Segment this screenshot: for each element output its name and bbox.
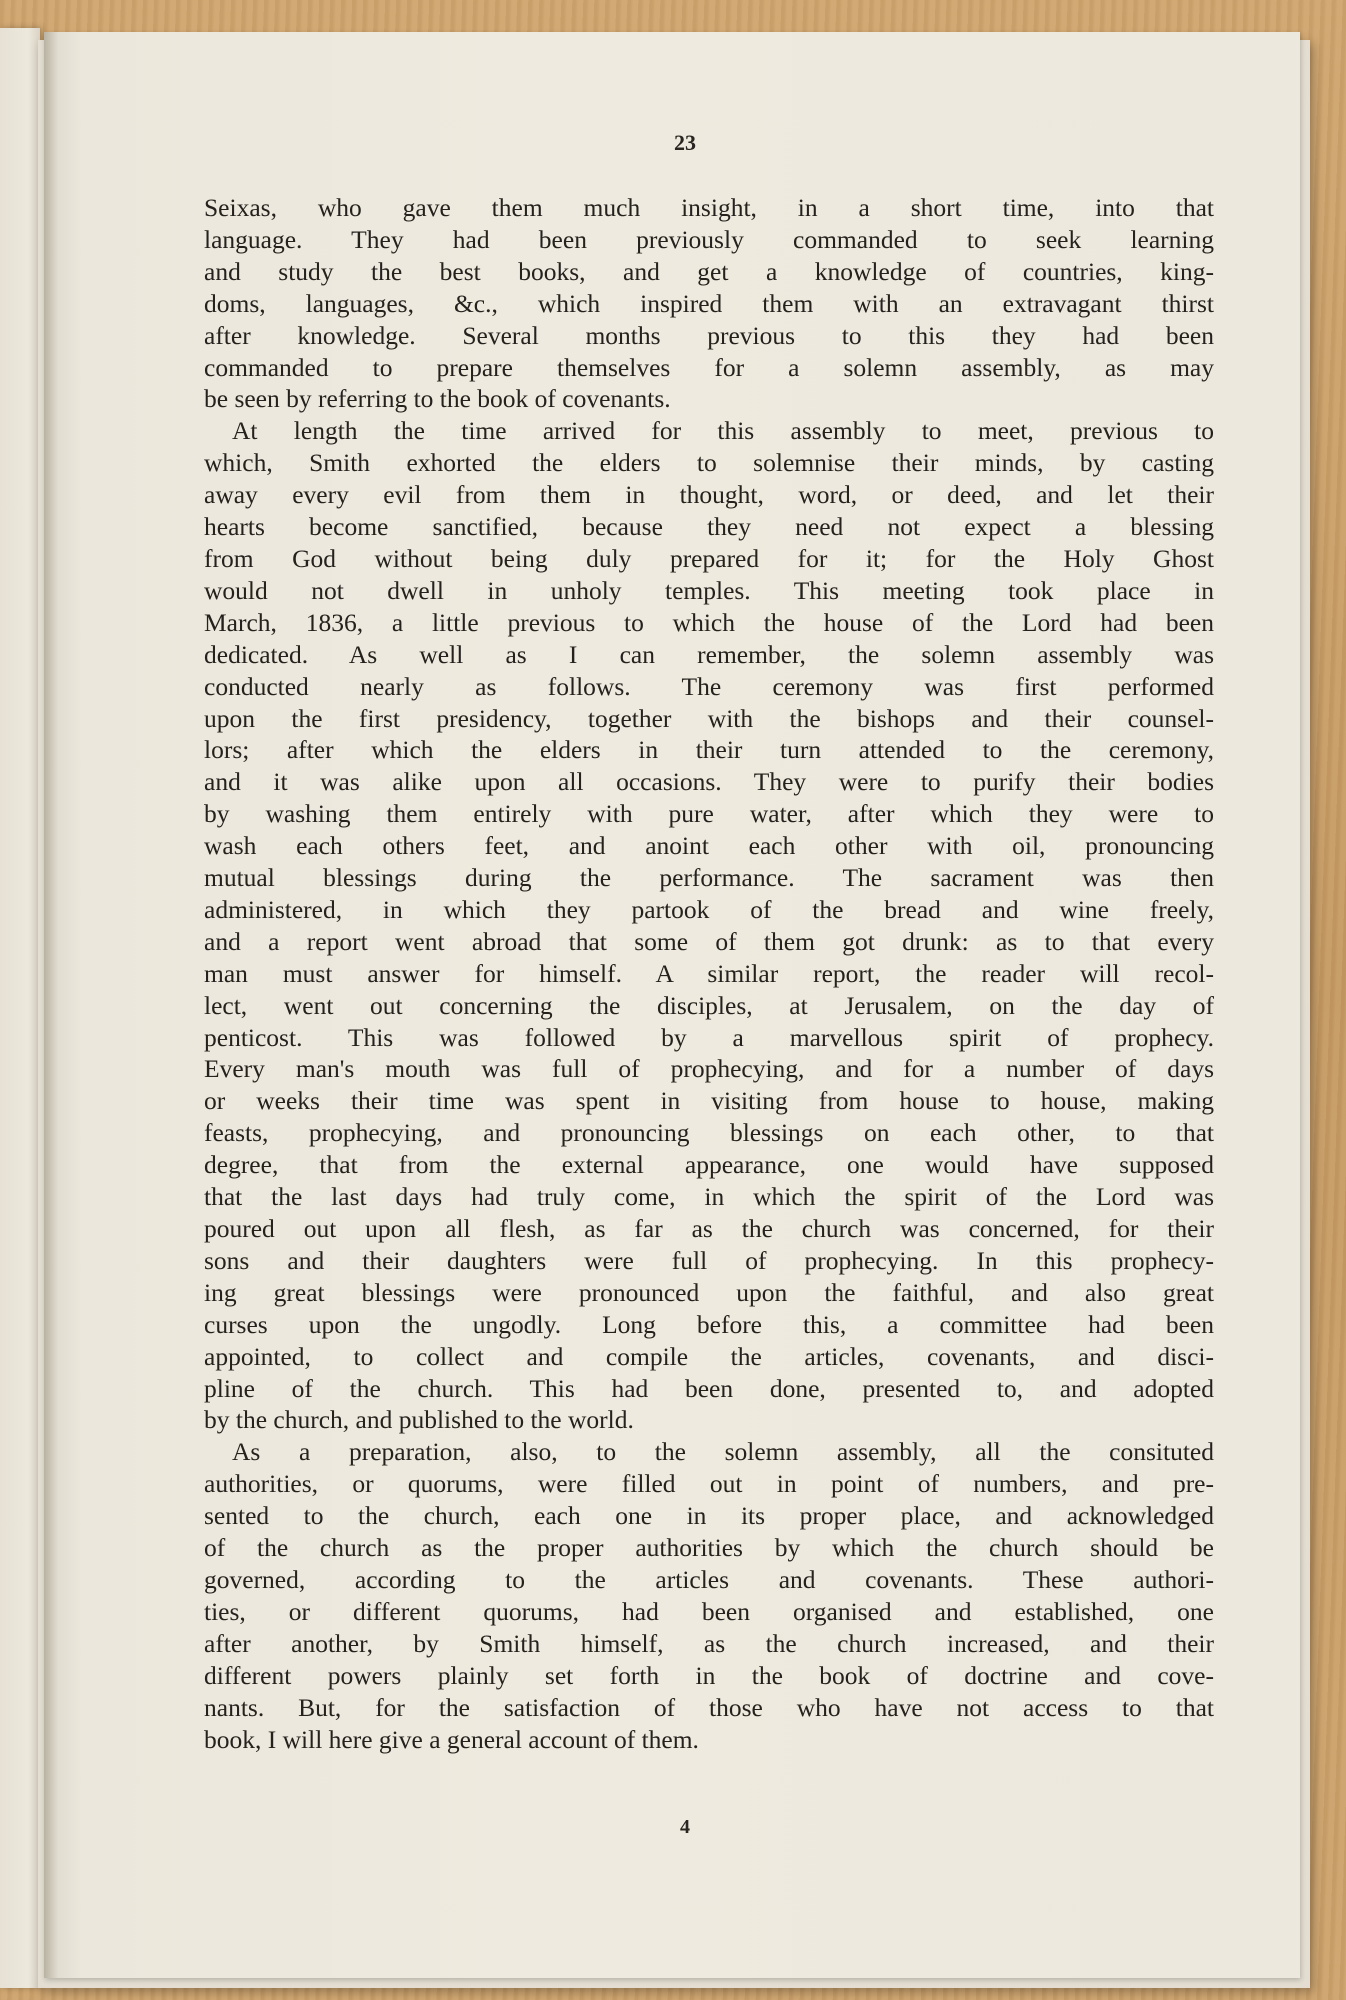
paragraph-2 xyxy=(204,415,1214,1436)
text-line: would not dwell in unholy temples. This meeting took place in xyxy=(204,575,1214,605)
text-line: March, 1836, a little previous to which the house of the Lord had been xyxy=(204,607,1214,637)
text-line: from God without being duly prepared for it; for the Holy Ghost xyxy=(204,543,1214,573)
text-line: conducted nearly as follows. The ceremony was first performed xyxy=(204,671,1214,701)
text-line: that the last days had truly come, in which the spirit of the Lord was xyxy=(204,1182,1214,1212)
text-line: different powers plainly set forth in the book of doctrine and cove- xyxy=(204,1660,1214,1690)
text-line: and it was alike upon all occasions. They were to purify their bodies xyxy=(204,767,1214,797)
text-line: or weeks their time was spent in visiting from house to house, making xyxy=(204,1086,1214,1116)
text-line: dedicated. As well as I can remember, the solemn assembly was xyxy=(204,639,1214,669)
text-line: and a report went abroad that some of them got drunk: as to that every xyxy=(204,926,1214,956)
text-line: wash each others feet, and anoint each other with oil, pronouncing xyxy=(204,831,1214,861)
text-line: ties, or different quorums, had been organised and established, one xyxy=(204,1596,1214,1626)
text-line: appointed, to collect and compile the articles, covenants, and disci- xyxy=(204,1341,1214,1371)
text-line: governed, according to the articles and covenants. These authori- xyxy=(204,1564,1214,1594)
text-line: man must answer for himself. A similar report, the reader will recol- xyxy=(204,958,1214,988)
text-line: penticost. This was followed by a marvellous spirit of prophecy. xyxy=(204,1022,1214,1052)
text-line: sons and their daughters were full of prophecying. In this prophecy- xyxy=(204,1245,1214,1275)
text-line: authorities, or quorums, were filled out in point of numbers, and pre- xyxy=(204,1469,1214,1499)
text-line: which, Smith exhorted the elders to solemnise their minds, by casting xyxy=(204,448,1214,478)
text-line: commanded to prepare themselves for a solemn assembly, as may xyxy=(204,352,1214,382)
text-line: of the church as the proper authorities by which the church should be xyxy=(204,1533,1214,1563)
facing-page-edge xyxy=(0,28,40,1988)
text-line: Seixas, who gave them much insight, in a short time, into that xyxy=(204,193,1214,222)
text-line: nants. But, for the satisfaction of those who have not access to that xyxy=(204,1692,1214,1722)
text-line: away every evil from them in thought, word, or deed, and let their xyxy=(204,480,1214,510)
text-line: after another, by Smith himself, as the church increased, and their xyxy=(204,1628,1214,1658)
text-line: lect, went out concerning the disciples, at Jerusalem, on the day of xyxy=(204,990,1214,1020)
text-line: administered, in which they partook of the bread and wine freely, xyxy=(204,894,1214,924)
text-line: lors; after which the elders in their turn attended to the ceremony, xyxy=(204,735,1214,765)
text-line: book, I will here give a general account of them. xyxy=(204,1724,699,1754)
text-line: Every man's mouth was full of prophecying, and for a number of days xyxy=(204,1054,1214,1084)
body-text xyxy=(204,192,1214,1755)
text-line: by the church, and published to the world. xyxy=(204,1405,634,1435)
text-line: upon the first presidency, together with the bishops and their counsel- xyxy=(204,703,1214,733)
gutter-shadow xyxy=(44,32,58,1978)
text-line: feasts, prophecying, and pronouncing blessings on each other, to that xyxy=(204,1118,1214,1148)
text-line: hearts become sanctified, because they need not expect a blessing xyxy=(204,512,1214,542)
text-line: doms, languages, &c., which inspired them with an extravagant thirst xyxy=(204,288,1214,318)
text-line: and study the best books, and get a knowledge of countries, king- xyxy=(204,256,1214,286)
text-line: As a preparation, also, to the solemn assembly, all the consituted xyxy=(232,1437,1214,1467)
text-line: by washing them entirely with pure water, after which they were to xyxy=(204,799,1214,829)
book-page xyxy=(44,32,1300,1978)
paragraph-3 xyxy=(204,1436,1214,1755)
text-line: mutual blessings during the performance. The sacrament was then xyxy=(204,863,1214,893)
text-line: ing great blessings were pronounced upon the faithful, and also great xyxy=(204,1277,1214,1307)
text-line: curses upon the ungodly. Long before this, a committee had been xyxy=(204,1309,1214,1339)
text-line: be seen by referring to the book of covenants. xyxy=(204,384,671,414)
text-line: after knowledge. Several months previous to this they had been xyxy=(204,320,1214,350)
signature-mark: 4 xyxy=(680,1816,690,1838)
text-line: language. They had been previously commanded to seek learning xyxy=(204,224,1214,254)
text-line: poured out upon all flesh, as far as the church was concerned, for their xyxy=(204,1214,1214,1243)
text-line: degree, that from the external appearance, one would have supposed xyxy=(204,1150,1214,1180)
paragraph-1 xyxy=(204,192,1214,415)
page-number: 23 xyxy=(674,130,696,155)
text-line: At length the time arrived for this assembly to meet, previous to xyxy=(232,416,1214,446)
text-line: sented to the church, each one in its proper place, and acknowledged xyxy=(204,1501,1214,1531)
text-line: pline of the church. This had been done, presented to, and adopted xyxy=(204,1373,1214,1403)
